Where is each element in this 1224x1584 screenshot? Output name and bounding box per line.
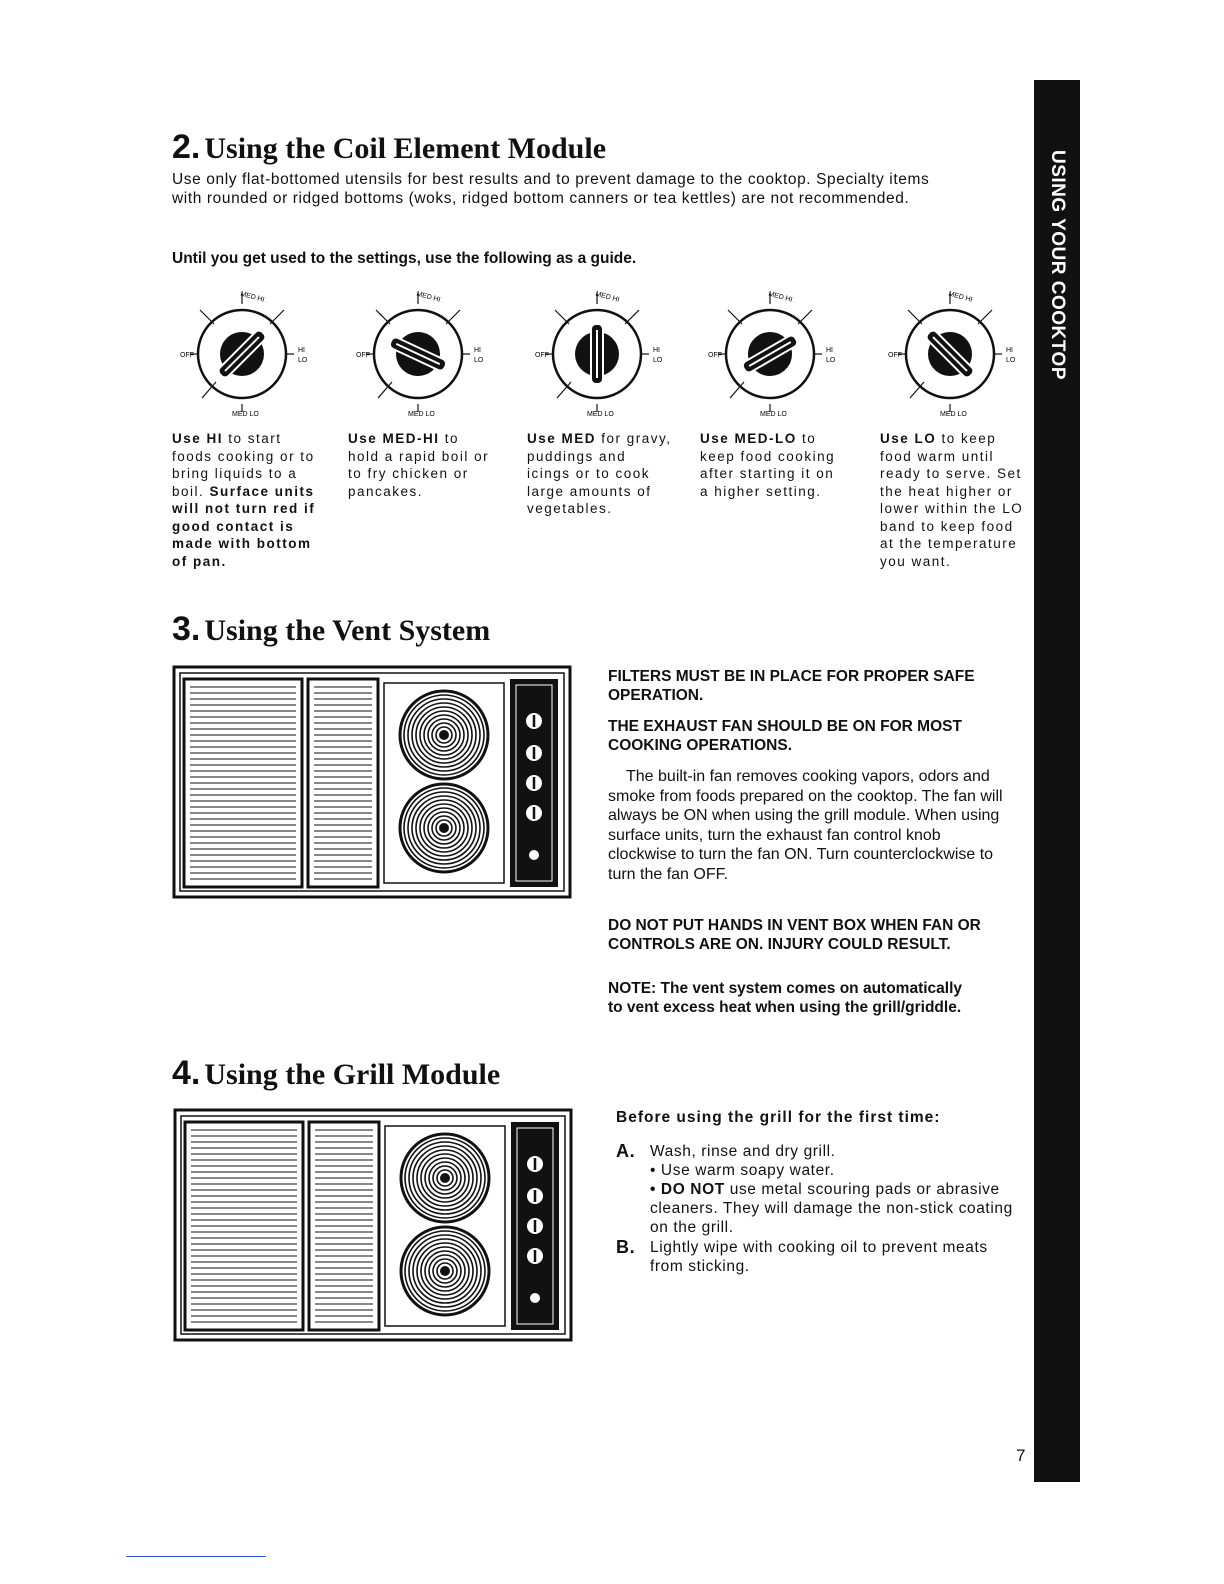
footnote-rule [126, 1556, 266, 1557]
grill-step-a [616, 1142, 1016, 1237]
dial-desc-lo: Use LO to keep food warm until ready to serve. Set the heat higher or lower within the LO band to keep food at the temperature you want. [880, 431, 1024, 569]
dial-label-med-hi: MED HI [767, 290, 794, 304]
dial-desc-hi: Use HI to start foods cooking or to bring liquids to a boil. Surface units will not turn red if good contact is made with bottom of pan. [172, 431, 316, 569]
grill-first-time-heading: Before using the grill for the first time: [616, 1109, 941, 1126]
dial-label-med-lo: MED LO [408, 411, 435, 418]
dial-label-hi: HI [1006, 347, 1013, 354]
section2-heading: 2. Using the Coil Element Module [172, 128, 607, 166]
dial-med [527, 282, 677, 422]
guide-heading: Until you get used to the settings, use the following as a guide. [172, 250, 637, 267]
dial-label-med-lo: MED LO [232, 411, 259, 418]
dial-label-med-lo: MED LO [587, 411, 614, 418]
dial-med-lo [700, 282, 850, 422]
dial-label-hi: HI [298, 347, 305, 354]
dial-label-med-hi: MED HI [594, 290, 621, 304]
dial-label-med-hi: MED HI [947, 290, 974, 304]
dial-label-hi: HI [653, 347, 660, 354]
page-number: 7 [1016, 1446, 1026, 1465]
dial-med-hi [348, 282, 498, 422]
dial-label-off: OFF [535, 352, 549, 359]
dial-label-hi: HI [826, 347, 833, 354]
dial-label-med-hi: MED HI [415, 290, 442, 304]
vent-body: The built-in fan removes cooking vapors, odors and smoke from foods prepared on the cooktop. The fan will always be ON when using the grill module. When using surface units, turn the exhaust fan control knob clockwise to turn the fan ON. Turn counterclockwise to turn the fan OFF. [608, 768, 1003, 883]
grill-step-b [616, 1238, 1016, 1276]
indicator-light [529, 850, 539, 860]
dial-label-lo: LO [826, 357, 836, 364]
dial-hi [172, 282, 322, 422]
vent-note: NOTE: The vent system comes on automatically to vent excess heat when using the grill/griddle. [608, 980, 963, 1016]
vent-cooktop-illustration [172, 665, 572, 901]
step-a-bullet-1: • Use warm soapy water. [650, 1162, 835, 1179]
dial-label-off: OFF [356, 352, 370, 359]
dial-label-med-lo: MED LO [760, 411, 787, 418]
indicator-light [530, 1293, 540, 1303]
step-b-letter: B. [616, 1237, 636, 1257]
step-a-text: Wash, rinse and dry grill. [650, 1143, 836, 1160]
dial-label-hi: HI [474, 347, 481, 354]
dial-label-lo: LO [1006, 357, 1016, 364]
dial-label-off: OFF [888, 352, 902, 359]
dial-lo [880, 282, 1030, 422]
grill-cooktop-illustration [172, 1108, 574, 1344]
section4-heading: 4. Using the Grill Module [172, 1054, 501, 1092]
vent-warning-hands: DO NOT PUT HANDS IN VENT BOX WHEN FAN OR CONTROLS ARE ON. INJURY COULD RESULT. [608, 917, 981, 953]
vent-warning-fan: THE EXHAUST FAN SHOULD BE ON FOR MOST COOKING OPERATIONS. [608, 718, 962, 754]
step-a-letter: A. [616, 1141, 636, 1161]
section2-intro: Use only flat-bottomed utensils for best results and to prevent damage to the cooktop. Specialty items with rounded or ridged bottoms (woks, ridged bottom canners or tea kettles) are not recommended. [172, 171, 930, 207]
dial-label-lo: LO [298, 357, 308, 364]
dial-label-lo: LO [653, 357, 663, 364]
vent-warning-filters: FILTERS MUST BE IN PLACE FOR PROPER SAFE OPERATION. [608, 668, 975, 704]
section3-heading: 3. Using the Vent System [172, 610, 491, 648]
sidebar-label: USING YOUR COOKTOP [1047, 150, 1068, 380]
dial-desc-med: Use MED for gravy, puddings and icings or to cook large amounts of vegetables. [527, 431, 672, 516]
step-b-text: Lightly wipe with cooking oil to prevent meats from sticking. [650, 1239, 988, 1275]
dial-label-off: OFF [180, 352, 194, 359]
dial-label-lo: LO [474, 357, 484, 364]
dial-desc-med-lo: Use MED-LO to keep food cooking after starting it on a higher setting. [700, 431, 836, 499]
dial-label-med-lo: MED LO [940, 411, 967, 418]
dial-desc-med-hi: Use MED-HI to hold a rapid boil or to fry chicken or pancakes. [348, 431, 490, 499]
step-a-bullet-2: • DO NOT use metal scouring pads or abrasive cleaners. They will damage the non-stick coating on the grill. [650, 1181, 1013, 1236]
dial-label-med-hi: MED HI [239, 290, 266, 304]
dial-label-off: OFF [708, 352, 722, 359]
